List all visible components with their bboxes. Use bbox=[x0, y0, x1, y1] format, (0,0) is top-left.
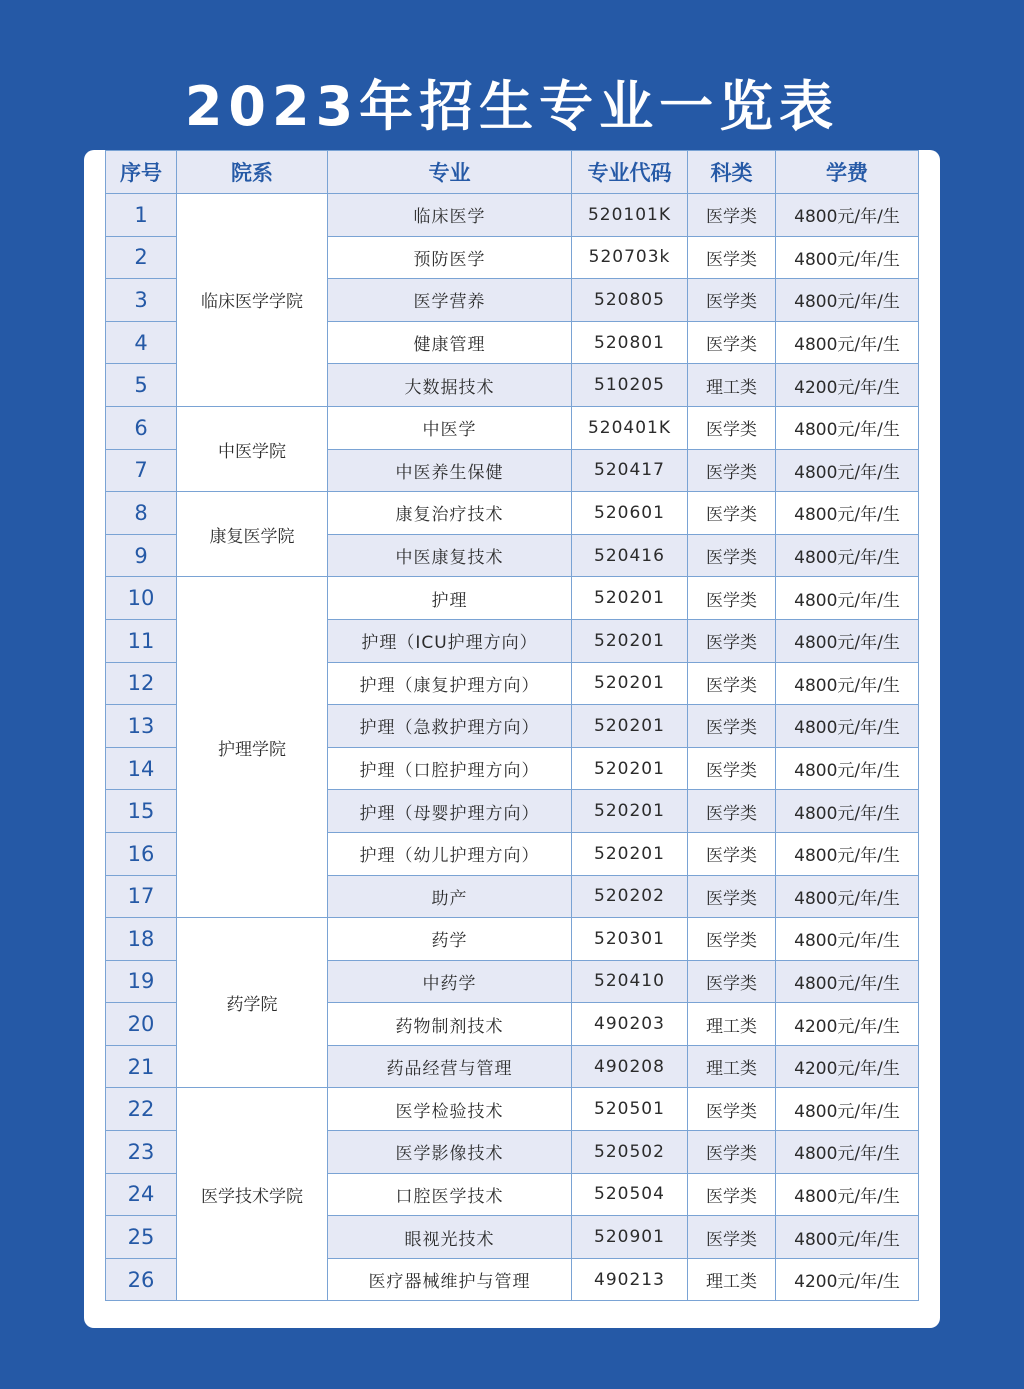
fee-cell: 4200元/年/生 bbox=[776, 1045, 919, 1088]
category-cell: 医学类 bbox=[688, 747, 776, 790]
fee-cell: 4800元/年/生 bbox=[776, 449, 919, 492]
major-cell: 预防医学 bbox=[328, 236, 572, 279]
fee-cell: 4800元/年/生 bbox=[776, 279, 919, 322]
fee-cell: 4800元/年/生 bbox=[776, 534, 919, 577]
major-code-cell: 520201 bbox=[572, 619, 688, 662]
header-dept: 院系 bbox=[177, 151, 328, 194]
fee-cell: 4800元/年/生 bbox=[776, 790, 919, 833]
page-title: 2023年招生专业一览表 bbox=[184, 75, 840, 138]
row-number: 12 bbox=[106, 662, 177, 705]
row-number: 14 bbox=[106, 747, 177, 790]
major-cell: 医疗器械维护与管理 bbox=[328, 1258, 572, 1301]
row-number: 11 bbox=[106, 619, 177, 662]
fee-cell: 4200元/年/生 bbox=[776, 1258, 919, 1301]
category-cell: 医学类 bbox=[688, 1173, 776, 1216]
department-cell: 康复医学院 bbox=[177, 492, 328, 577]
fee-cell: 4800元/年/生 bbox=[776, 194, 919, 237]
category-cell: 医学类 bbox=[688, 1131, 776, 1174]
category-cell: 医学类 bbox=[688, 619, 776, 662]
category-cell: 医学类 bbox=[688, 1216, 776, 1259]
major-cell: 口腔医学技术 bbox=[328, 1173, 572, 1216]
major-code-cell: 520201 bbox=[572, 832, 688, 875]
fee-cell: 4800元/年/生 bbox=[776, 236, 919, 279]
row-number: 18 bbox=[106, 918, 177, 961]
fee-cell: 4800元/年/生 bbox=[776, 875, 919, 918]
table-row bbox=[106, 1088, 919, 1131]
fee-cell: 4800元/年/生 bbox=[776, 1088, 919, 1131]
major-cell: 医学检验技术 bbox=[328, 1088, 572, 1131]
table-header-row bbox=[106, 151, 919, 194]
fee-cell: 4800元/年/生 bbox=[776, 492, 919, 535]
row-number: 4 bbox=[106, 321, 177, 364]
fee-cell: 4800元/年/生 bbox=[776, 1131, 919, 1174]
row-number: 23 bbox=[106, 1131, 177, 1174]
fee-cell: 4800元/年/生 bbox=[776, 662, 919, 705]
row-number: 26 bbox=[106, 1258, 177, 1301]
major-cell: 护理（幼儿护理方向） bbox=[328, 832, 572, 875]
fee-cell: 4800元/年/生 bbox=[776, 321, 919, 364]
category-cell: 医学类 bbox=[688, 279, 776, 322]
major-code-cell: 520201 bbox=[572, 747, 688, 790]
row-number: 3 bbox=[106, 279, 177, 322]
major-code-cell: 520410 bbox=[572, 960, 688, 1003]
fee-cell: 4800元/年/生 bbox=[776, 406, 919, 449]
row-number: 17 bbox=[106, 875, 177, 918]
major-cell: 中医康复技术 bbox=[328, 534, 572, 577]
category-cell: 医学类 bbox=[688, 875, 776, 918]
major-cell: 健康管理 bbox=[328, 321, 572, 364]
major-cell: 护理（康复护理方向） bbox=[328, 662, 572, 705]
major-cell: 护理（母婴护理方向） bbox=[328, 790, 572, 833]
fee-cell: 4200元/年/生 bbox=[776, 1003, 919, 1046]
category-cell: 医学类 bbox=[688, 1088, 776, 1131]
major-code-cell: 490203 bbox=[572, 1003, 688, 1046]
major-code-cell: 520201 bbox=[572, 577, 688, 620]
row-number: 10 bbox=[106, 577, 177, 620]
row-number: 22 bbox=[106, 1088, 177, 1131]
header-major: 专业 bbox=[328, 151, 572, 194]
major-code-cell: 520601 bbox=[572, 492, 688, 535]
category-cell: 理工类 bbox=[688, 1045, 776, 1088]
major-code-cell: 490208 bbox=[572, 1045, 688, 1088]
major-cell: 护理（口腔护理方向） bbox=[328, 747, 572, 790]
major-code-cell: 510205 bbox=[572, 364, 688, 407]
major-cell: 药物制剂技术 bbox=[328, 1003, 572, 1046]
department-cell: 医学技术学院 bbox=[177, 1088, 328, 1301]
major-cell: 临床医学 bbox=[328, 194, 572, 237]
fee-cell: 4800元/年/生 bbox=[776, 577, 919, 620]
row-number: 15 bbox=[106, 790, 177, 833]
department-cell: 中医学院 bbox=[177, 406, 328, 491]
major-code-cell: 520201 bbox=[572, 790, 688, 833]
major-code-cell: 520703k bbox=[572, 236, 688, 279]
major-code-cell: 490213 bbox=[572, 1258, 688, 1301]
major-cell: 护理（急救护理方向） bbox=[328, 705, 572, 748]
major-cell: 眼视光技术 bbox=[328, 1216, 572, 1259]
row-number: 21 bbox=[106, 1045, 177, 1088]
major-cell: 护理（ICU护理方向） bbox=[328, 619, 572, 662]
fee-cell: 4800元/年/生 bbox=[776, 1216, 919, 1259]
majors-table bbox=[105, 150, 919, 1301]
major-cell: 护理 bbox=[328, 577, 572, 620]
major-cell: 中医养生保健 bbox=[328, 449, 572, 492]
major-cell: 中医学 bbox=[328, 406, 572, 449]
major-code-cell: 520301 bbox=[572, 918, 688, 961]
category-cell: 医学类 bbox=[688, 236, 776, 279]
category-cell: 医学类 bbox=[688, 790, 776, 833]
row-number: 8 bbox=[106, 492, 177, 535]
row-number: 5 bbox=[106, 364, 177, 407]
row-number: 20 bbox=[106, 1003, 177, 1046]
major-cell: 大数据技术 bbox=[328, 364, 572, 407]
major-code-cell: 520401K bbox=[572, 406, 688, 449]
fee-cell: 4800元/年/生 bbox=[776, 705, 919, 748]
category-cell: 医学类 bbox=[688, 832, 776, 875]
row-number: 25 bbox=[106, 1216, 177, 1259]
category-cell: 医学类 bbox=[688, 406, 776, 449]
table-row bbox=[106, 577, 919, 620]
category-cell: 医学类 bbox=[688, 918, 776, 961]
table-card bbox=[84, 150, 940, 1328]
table-row bbox=[106, 406, 919, 449]
major-cell: 医学营养 bbox=[328, 279, 572, 322]
row-number: 6 bbox=[106, 406, 177, 449]
table-row bbox=[106, 194, 919, 237]
category-cell: 医学类 bbox=[688, 194, 776, 237]
major-code-cell: 520201 bbox=[572, 705, 688, 748]
category-cell: 医学类 bbox=[688, 960, 776, 1003]
category-cell: 医学类 bbox=[688, 492, 776, 535]
major-code-cell: 520504 bbox=[572, 1173, 688, 1216]
major-code-cell: 520201 bbox=[572, 662, 688, 705]
major-code-cell: 520101K bbox=[572, 194, 688, 237]
major-code-cell: 520416 bbox=[572, 534, 688, 577]
category-cell: 理工类 bbox=[688, 1258, 776, 1301]
header-category: 科类 bbox=[688, 151, 776, 194]
major-cell: 医学影像技术 bbox=[328, 1131, 572, 1174]
category-cell: 理工类 bbox=[688, 1003, 776, 1046]
category-cell: 理工类 bbox=[688, 364, 776, 407]
category-cell: 医学类 bbox=[688, 662, 776, 705]
major-cell: 中药学 bbox=[328, 960, 572, 1003]
row-number: 2 bbox=[106, 236, 177, 279]
category-cell: 医学类 bbox=[688, 705, 776, 748]
fee-cell: 4800元/年/生 bbox=[776, 918, 919, 961]
department-cell: 护理学院 bbox=[177, 577, 328, 918]
row-number: 16 bbox=[106, 832, 177, 875]
major-cell: 康复治疗技术 bbox=[328, 492, 572, 535]
header-fee: 学费 bbox=[776, 151, 919, 194]
row-number: 9 bbox=[106, 534, 177, 577]
fee-cell: 4800元/年/生 bbox=[776, 832, 919, 875]
department-cell: 临床医学学院 bbox=[177, 194, 328, 407]
major-code-cell: 520417 bbox=[572, 449, 688, 492]
fee-cell: 4200元/年/生 bbox=[776, 364, 919, 407]
major-cell: 助产 bbox=[328, 875, 572, 918]
category-cell: 医学类 bbox=[688, 577, 776, 620]
major-code-cell: 520501 bbox=[572, 1088, 688, 1131]
department-cell: 药学院 bbox=[177, 918, 328, 1088]
major-code-cell: 520801 bbox=[572, 321, 688, 364]
major-cell: 药品经营与管理 bbox=[328, 1045, 572, 1088]
header-no: 序号 bbox=[106, 151, 177, 194]
major-code-cell: 520202 bbox=[572, 875, 688, 918]
major-cell: 药学 bbox=[328, 918, 572, 961]
fee-cell: 4800元/年/生 bbox=[776, 960, 919, 1003]
major-code-cell: 520502 bbox=[572, 1131, 688, 1174]
row-number: 19 bbox=[106, 960, 177, 1003]
row-number: 1 bbox=[106, 194, 177, 237]
category-cell: 医学类 bbox=[688, 449, 776, 492]
row-number: 13 bbox=[106, 705, 177, 748]
major-code-cell: 520901 bbox=[572, 1216, 688, 1259]
category-cell: 医学类 bbox=[688, 321, 776, 364]
table-row bbox=[106, 492, 919, 535]
row-number: 7 bbox=[106, 449, 177, 492]
row-number: 24 bbox=[106, 1173, 177, 1216]
category-cell: 医学类 bbox=[688, 534, 776, 577]
major-code-cell: 520805 bbox=[572, 279, 688, 322]
fee-cell: 4800元/年/生 bbox=[776, 1173, 919, 1216]
fee-cell: 4800元/年/生 bbox=[776, 619, 919, 662]
table-row bbox=[106, 918, 919, 961]
fee-cell: 4800元/年/生 bbox=[776, 747, 919, 790]
header-code: 专业代码 bbox=[572, 151, 688, 194]
